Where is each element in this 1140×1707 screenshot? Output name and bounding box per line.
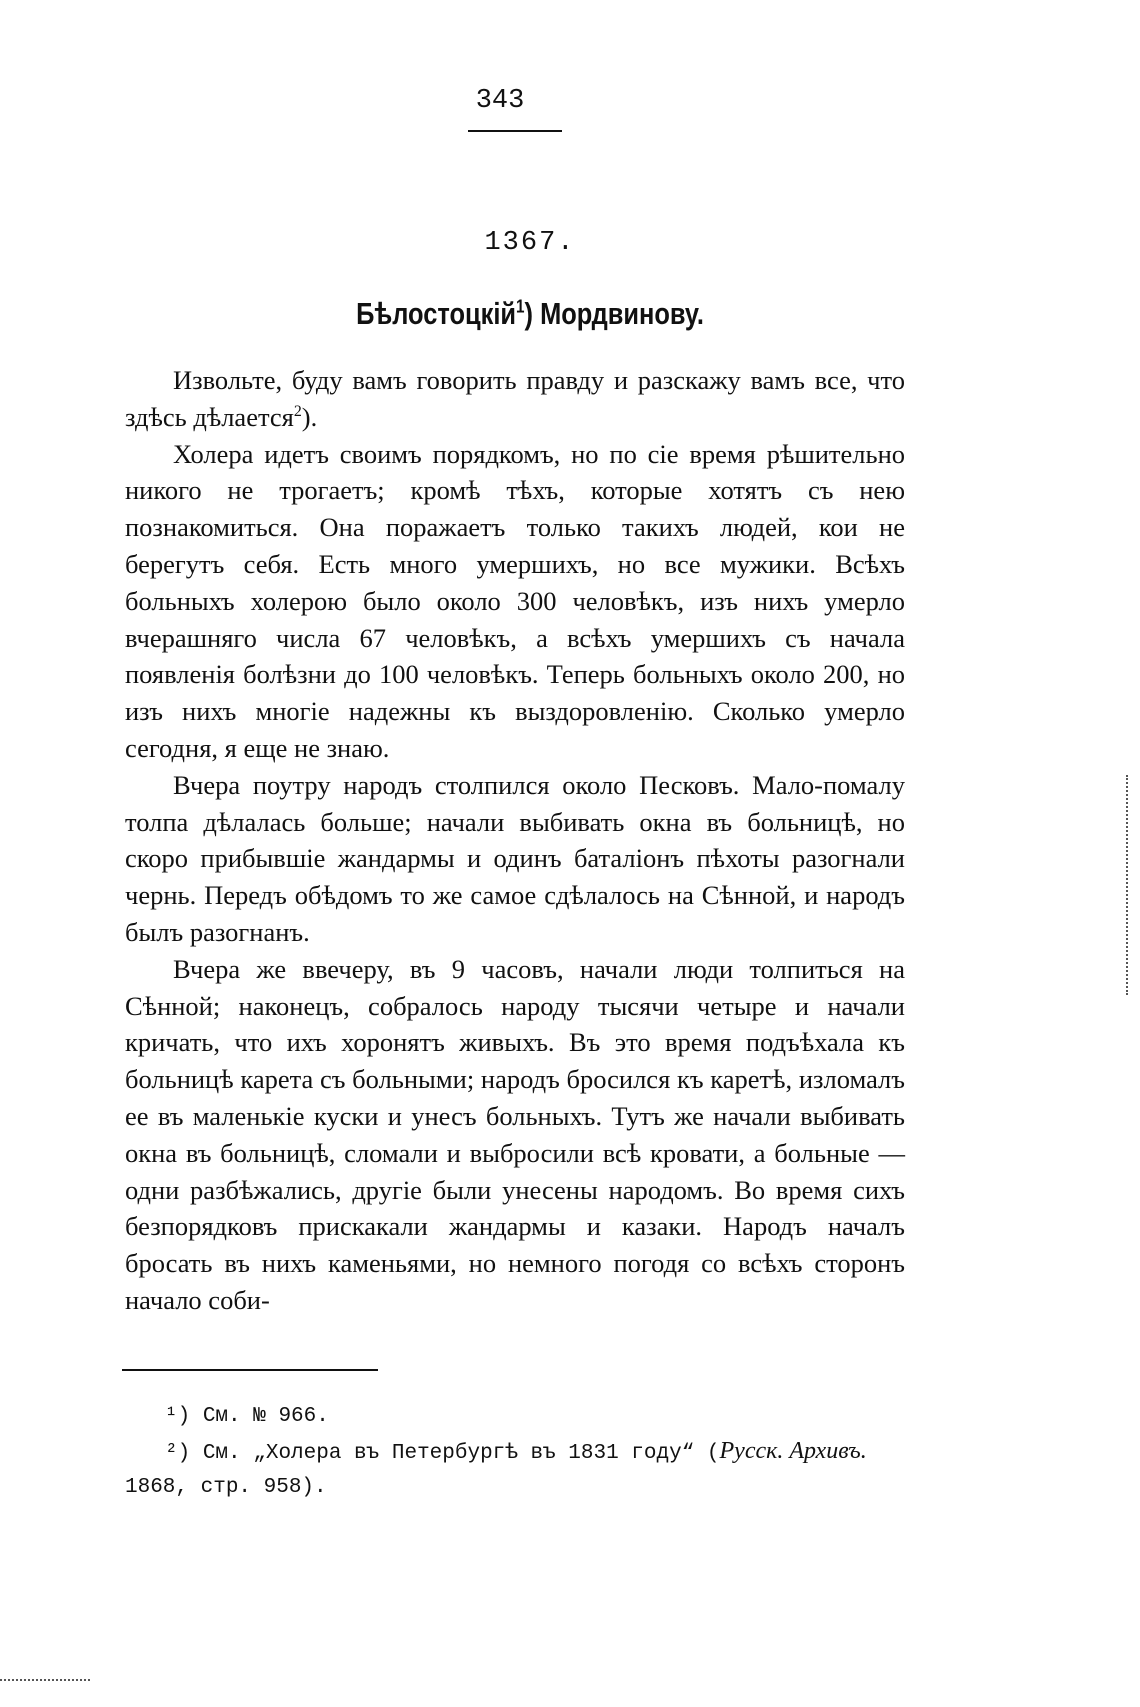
footnotes <box>125 1400 915 1505</box>
paragraph: Холера идетъ своимъ порядкомъ, но по сіе время рѣшительно никого не трогаетъ; кромѣ тѣхъ, которые хотятъ съ нею познакомиться. Она поражаетъ только такихъ людей, кои не берегутъ себя. Есть много умершихъ, но все мужики. Всѣхъ больныхъ холерою было около 300 человѣкъ, изъ нихъ умерло вчерашняго числа 67 человѣкъ, а всѣхъ умершихъ съ начала появленія болѣзни до 100 человѣкъ. Теперь больныхъ около 200, но изъ нихъ многіе надежны къ выздоровленію. Сколько умерло сегодня, я еще не знаю. <box>125 438 905 763</box>
paragraph-footnote-ref: 2 <box>293 402 302 420</box>
footnote-text-end: 1868, стр. 958). <box>125 1476 327 1499</box>
footnote-text: См. „Холера въ Петербургѣ въ 1831 году“ ( <box>202 1442 720 1465</box>
footnote-text: См. № 966. <box>202 1405 329 1428</box>
corner-scan-mark <box>0 1679 90 1683</box>
paragraph: Вчера поутру народъ столпился около Песковъ. Мало-помалу толпа дѣлалась больше; начали выбивать окна въ больницѣ, но скоро прибывшіе жандармы и одинъ баталіонъ пѣхоты разогнали чернь. Передъ обѣдомъ то же самое сдѣлалось на Сѣнной, и народъ былъ разогнанъ. <box>125 769 905 947</box>
paragraph-text-end: ). <box>301 401 318 432</box>
title-text-end: ) Мордвинову. <box>524 296 704 331</box>
page-number-rule <box>468 130 562 132</box>
title-footnote-ref: 1 <box>516 295 525 317</box>
footnote-rule <box>122 1369 378 1371</box>
body-text <box>125 362 905 1319</box>
paragraph <box>125 362 905 436</box>
document-title <box>95 296 964 332</box>
paragraph-text: Извольте, буду вамъ говорить правду и разскажу вамъ все, что здѣсь дѣлается <box>125 365 905 432</box>
document-number: 1367. <box>484 228 576 258</box>
paragraph: Вчера же ввечеру, въ 9 часовъ, начали люди толпиться на Сѣнной; наконецъ, собралось народу тысячи четыре и начали кричать, что ихъ хоронятъ живыхъ. Въ это время подъѣхала къ больницѣ карета съ больными; народъ бросился къ каретѣ, изломалъ ее въ маленькіе куски и унесъ больныхъ. Тутъ же начали выбивать окна въ больницѣ, сломали и выбросили всѣ кровати, а больные — одни разбѣжались, другіе были унесены народомъ. Во время сихъ безпорядковъ прискакали жандармы и казаки. Народъ началъ бросать въ нихъ каменьями, но немного погодя со всѣхъ сторонъ начало соби- <box>125 953 905 1315</box>
title-text: Бѣлостоцкій <box>356 296 517 331</box>
footnote-marker: ²) <box>165 1442 191 1465</box>
margin-scan-marks <box>1126 775 1136 995</box>
page-number: 343 <box>475 86 525 116</box>
footnote <box>125 1400 915 1434</box>
footnote <box>125 1434 915 1505</box>
footnote-italic-text: Русск. Архивъ. <box>719 1438 867 1464</box>
footnote-marker: ¹) <box>165 1405 191 1428</box>
